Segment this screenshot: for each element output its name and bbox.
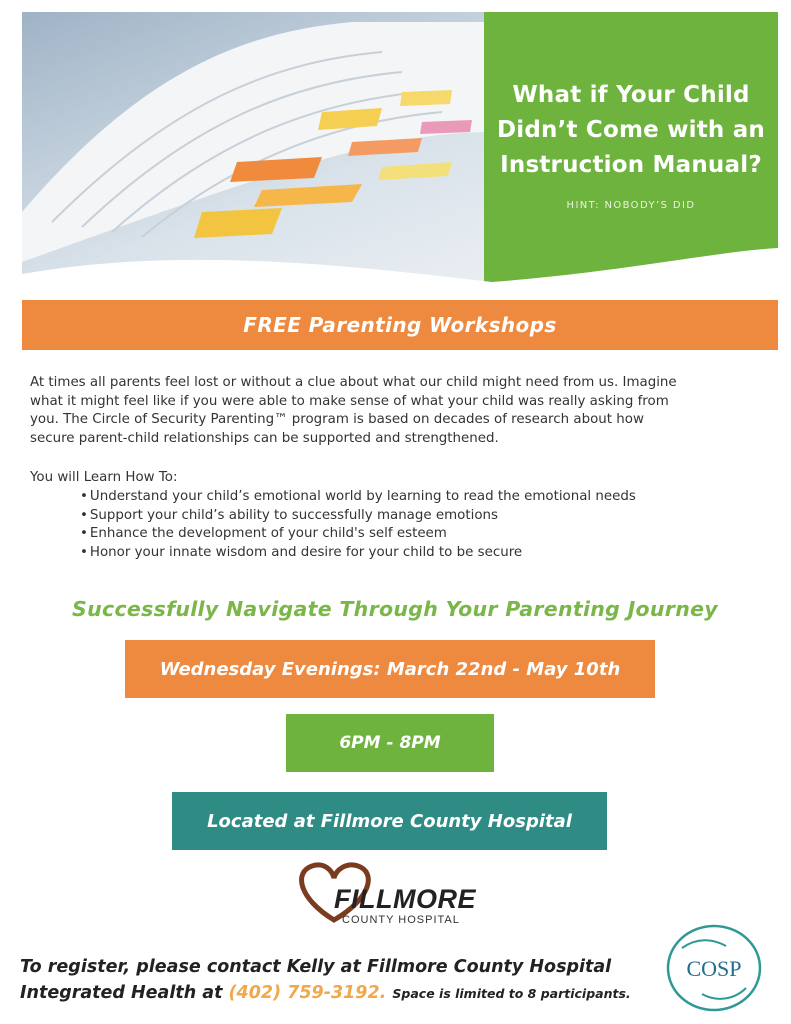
headline-line-3: Instruction Manual? xyxy=(500,152,762,178)
dates-box: Wednesday Evenings: March 22nd - May 10th xyxy=(125,640,655,698)
intro-paragraph xyxy=(30,374,775,448)
tagline: Successfully Navigate Through Your Parenting Journey xyxy=(72,597,718,621)
list-item: • Honor your innate wisdom and desire for your child to be secure xyxy=(80,544,636,563)
intro-line-2: what it might feel like if you were able to make sense of what your child was really asking from xyxy=(30,393,669,409)
intro-line-3: you. The Circle of Security Parenting™ program is based on decades of research about how xyxy=(30,412,644,427)
register-line-2: Integrated Health at xyxy=(20,983,223,1003)
list-item: • Enhance the development of your child's self esteem xyxy=(80,525,636,544)
intro-line-1: At times all parents feel lost or without a clue about what our child might need from us. Imagine xyxy=(30,375,677,390)
times-box: 6PM - 8PM xyxy=(286,714,494,772)
hint-text: HINT: NOBODY’S DID xyxy=(566,200,696,211)
workshops-banner: FREE Parenting Workshops xyxy=(22,300,778,350)
registration-info xyxy=(20,954,670,1007)
logo-wordmark: FILLMORE xyxy=(334,884,476,914)
learn-list xyxy=(80,488,636,562)
headline-line-2: Didn’t Come with an xyxy=(496,117,765,143)
list-item: • Understand your child’s emotional world by learning to read the emotional needs xyxy=(80,488,636,507)
capacity-note: Space is limited to 8 participants. xyxy=(392,986,631,1001)
cosp-logo-text: COSP xyxy=(686,956,742,981)
phone-number: (402) 759-3192. xyxy=(228,983,387,1003)
learn-heading: You will Learn How To: xyxy=(30,470,178,485)
intro-line-4: secure parent-child relationships can be supported and strengthened. xyxy=(30,430,499,446)
cosp-logo-icon xyxy=(662,918,766,1016)
headline-line-1: What if Your Child xyxy=(512,82,750,108)
list-item: • Support your child’s ability to successfully manage emotions xyxy=(80,507,636,526)
location-box: Located at Fillmore County Hospital xyxy=(172,792,607,850)
headline xyxy=(490,78,772,183)
logo-subtitle: COUNTY HOSPITAL xyxy=(342,914,460,926)
register-line-1: To register, please contact Kelly at Fillmore County Hospital xyxy=(20,957,612,977)
